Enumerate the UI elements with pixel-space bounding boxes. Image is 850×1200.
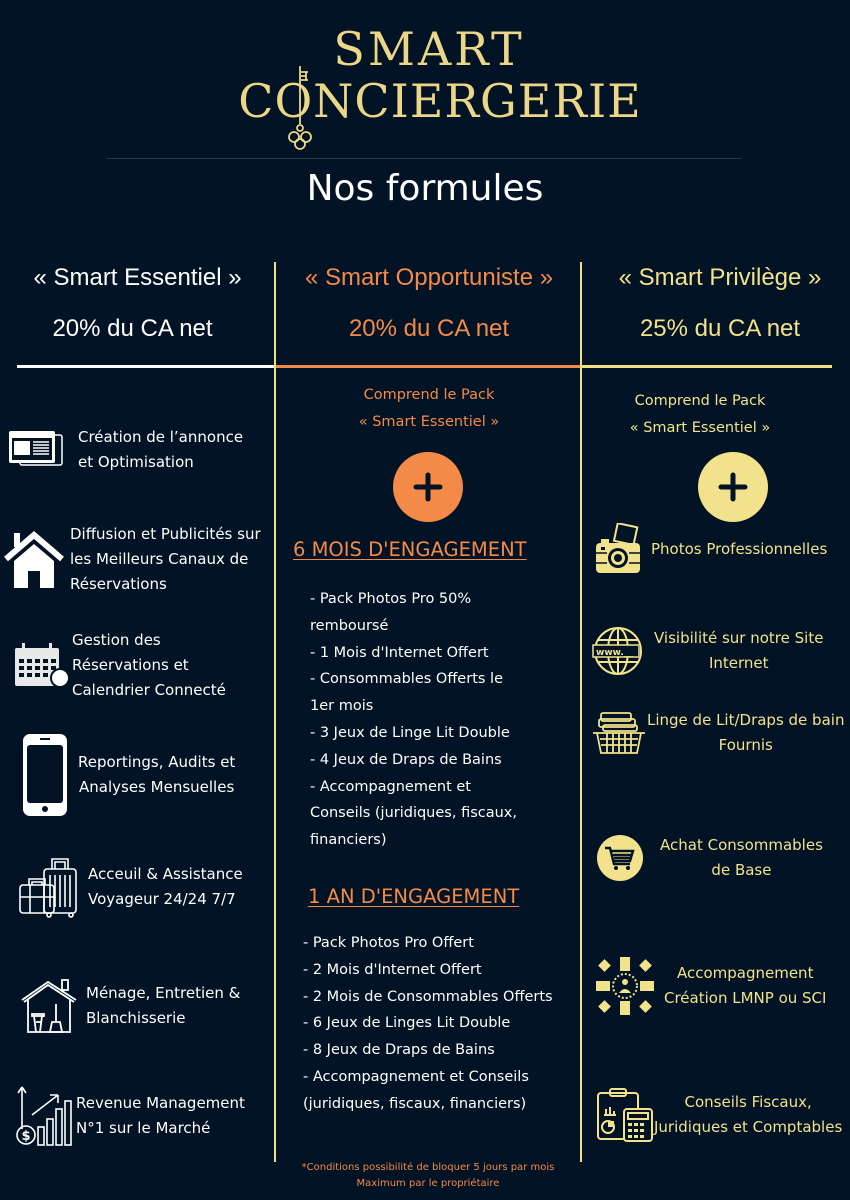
list-item: (juridiques, fiscaux, financiers) xyxy=(303,1095,527,1112)
list-item: - 4 Jeux de Draps de Bains xyxy=(310,751,502,768)
feature-accueil xyxy=(18,855,243,919)
footnote-line: Maximum par le propriétaire xyxy=(356,1178,500,1189)
privilege-includes xyxy=(550,388,850,442)
feature-revenue xyxy=(14,1085,245,1147)
feature-advice xyxy=(596,1087,842,1143)
list-item: financiers) xyxy=(310,832,387,849)
feature-line: Création de l’annonce xyxy=(78,428,244,446)
list-item: - Pack Photos Pro Offert xyxy=(303,935,474,951)
plan-1-year-title: 1 AN D'ENGAGEMENT xyxy=(308,885,520,908)
globe-www-icon xyxy=(592,625,644,677)
feature-line: Acceuil & Assistance xyxy=(88,865,243,883)
plan-title-privilege: « Smart Privilège » xyxy=(618,264,822,291)
feature-line: Reportings, Audits et xyxy=(78,753,236,771)
feature-line: Internet xyxy=(708,654,769,672)
cleaning-house-icon xyxy=(20,978,78,1034)
plan-1-year-list xyxy=(303,930,553,1118)
plus-icon xyxy=(410,469,446,505)
feature-line: Voyageur 24/24 7/7 xyxy=(88,890,236,908)
plus-badge-privilege xyxy=(698,452,768,522)
feature-consumables xyxy=(596,833,823,883)
list-item: Conseils (juridiques, fiscaux, xyxy=(310,805,517,822)
feature-line: Calendrier Connecté xyxy=(72,681,226,699)
list-item: - Consommables Offerts le xyxy=(310,671,503,688)
column-divider-1 xyxy=(274,262,276,1162)
feature-line: les Meilleurs Canaux de xyxy=(70,550,249,568)
feature-linen xyxy=(591,708,844,758)
plus-icon xyxy=(715,469,751,505)
privilege-underline xyxy=(582,365,832,368)
feature-line: Réservations et xyxy=(72,656,189,674)
list-item: - 2 Mois d'Internet Offert xyxy=(303,961,482,978)
list-item: - 1 Mois d'Internet Offert xyxy=(310,644,489,661)
list-item: - 3 Jeux de Linge Lit Double xyxy=(310,724,510,741)
opportuniste-includes xyxy=(277,382,581,436)
listing-window-icon xyxy=(8,429,64,471)
shopping-cart-icon xyxy=(596,834,644,882)
feature-menage xyxy=(20,978,240,1034)
svg-text:$: $ xyxy=(21,1129,31,1144)
key-icon xyxy=(287,62,317,152)
feature-line: Revenue Management xyxy=(76,1094,245,1112)
plan-6-months-list xyxy=(310,586,517,854)
footnote xyxy=(276,1160,580,1192)
house-icon xyxy=(4,531,64,589)
opportuniste-underline xyxy=(276,365,580,368)
network-support-icon xyxy=(594,955,656,1017)
accounting-calculator-icon xyxy=(596,1087,654,1143)
footnote-line: *Conditions possibilité de bloquer 5 jours par mois xyxy=(301,1162,555,1173)
luggage-icon xyxy=(18,855,80,919)
feature-lmnp xyxy=(594,955,826,1017)
feature-line: et Optimisation xyxy=(78,453,194,471)
includes-line: Comprend le Pack xyxy=(363,387,495,403)
brand-line-1: SMART xyxy=(333,22,525,76)
list-item: - Accompagnement et Conseils xyxy=(303,1068,529,1085)
calendar-icon xyxy=(14,642,70,690)
feature-listing-creation xyxy=(8,425,243,475)
linen-basket-icon xyxy=(591,711,647,755)
essentiel-underline xyxy=(17,365,274,368)
feature-line: Conseils Fiscaux, xyxy=(684,1093,812,1111)
includes-line: « Smart Essentiel » xyxy=(629,420,771,436)
list-item: - 6 Jeux de Linges Lit Double xyxy=(303,1015,511,1032)
revenue-chart-icon xyxy=(14,1085,74,1147)
feature-line: Ménage, Entretien & xyxy=(86,984,241,1002)
includes-line: « Smart Essentiel » xyxy=(358,414,500,430)
smartphone-icon xyxy=(22,733,68,817)
list-item: - 2 Mois de Consommables Offerts xyxy=(303,988,553,1005)
feature-line: Fournis xyxy=(718,736,773,754)
plan-price-opportuniste: 20% du CA net xyxy=(348,315,510,342)
brand-line-2: CONCIERGERIE xyxy=(238,74,642,128)
plan-price-privilege: 25% du CA net xyxy=(639,315,801,342)
list-item: remboursé xyxy=(310,617,389,634)
feature-line: Création LMNP ou SCI xyxy=(664,989,827,1007)
list-item: 1er mois xyxy=(310,698,374,715)
feature-line: Accompagnement xyxy=(676,964,814,982)
plan-title-opportuniste: « Smart Opportuniste » xyxy=(304,264,554,291)
feature-line: Réservations xyxy=(70,575,167,593)
feature-line: de Base xyxy=(711,861,772,879)
camera-icon xyxy=(595,523,643,575)
list-item: - Accompagnement et xyxy=(310,778,471,795)
includes-line: Comprend le Pack xyxy=(634,393,766,409)
feature-reservations xyxy=(14,628,226,703)
plan-title-essentiel: « Smart Essentiel » xyxy=(33,264,242,291)
plus-badge-opportuniste xyxy=(393,452,463,522)
feature-visibility xyxy=(592,625,823,677)
page-title: Nos formules xyxy=(306,168,544,209)
feature-line: Achat Consommables xyxy=(660,836,823,854)
feature-line: Gestion des xyxy=(72,631,161,649)
feature-line: Diffusion et Publicités sur xyxy=(70,525,261,543)
feature-line: Blanchisserie xyxy=(86,1009,186,1027)
feature-line: Juridiques et Comptables xyxy=(654,1118,843,1136)
list-item: - Pack Photos Pro 50% xyxy=(310,591,472,607)
feature-line: Visibilité sur notre Site xyxy=(654,629,824,647)
plan-price-essentiel: 20% du CA net xyxy=(52,315,213,342)
feature-diffusion xyxy=(4,522,261,597)
feature-line: Analyses Mensuelles xyxy=(79,778,235,796)
list-item: - 8 Jeux de Draps de Bains xyxy=(303,1042,495,1059)
plan-6-months-title: 6 MOIS D'ENGAGEMENT xyxy=(293,538,527,561)
feature-line: N°1 sur le Marché xyxy=(76,1119,211,1137)
feature-line: Linge de Lit/Draps de bain xyxy=(647,711,845,729)
feature-photos xyxy=(595,523,827,575)
feature-line: Photos Professionnelles xyxy=(651,539,828,558)
feature-reportings xyxy=(22,733,235,817)
header-divider xyxy=(106,158,742,159)
svg-text:www.__: www.__ xyxy=(596,648,633,658)
